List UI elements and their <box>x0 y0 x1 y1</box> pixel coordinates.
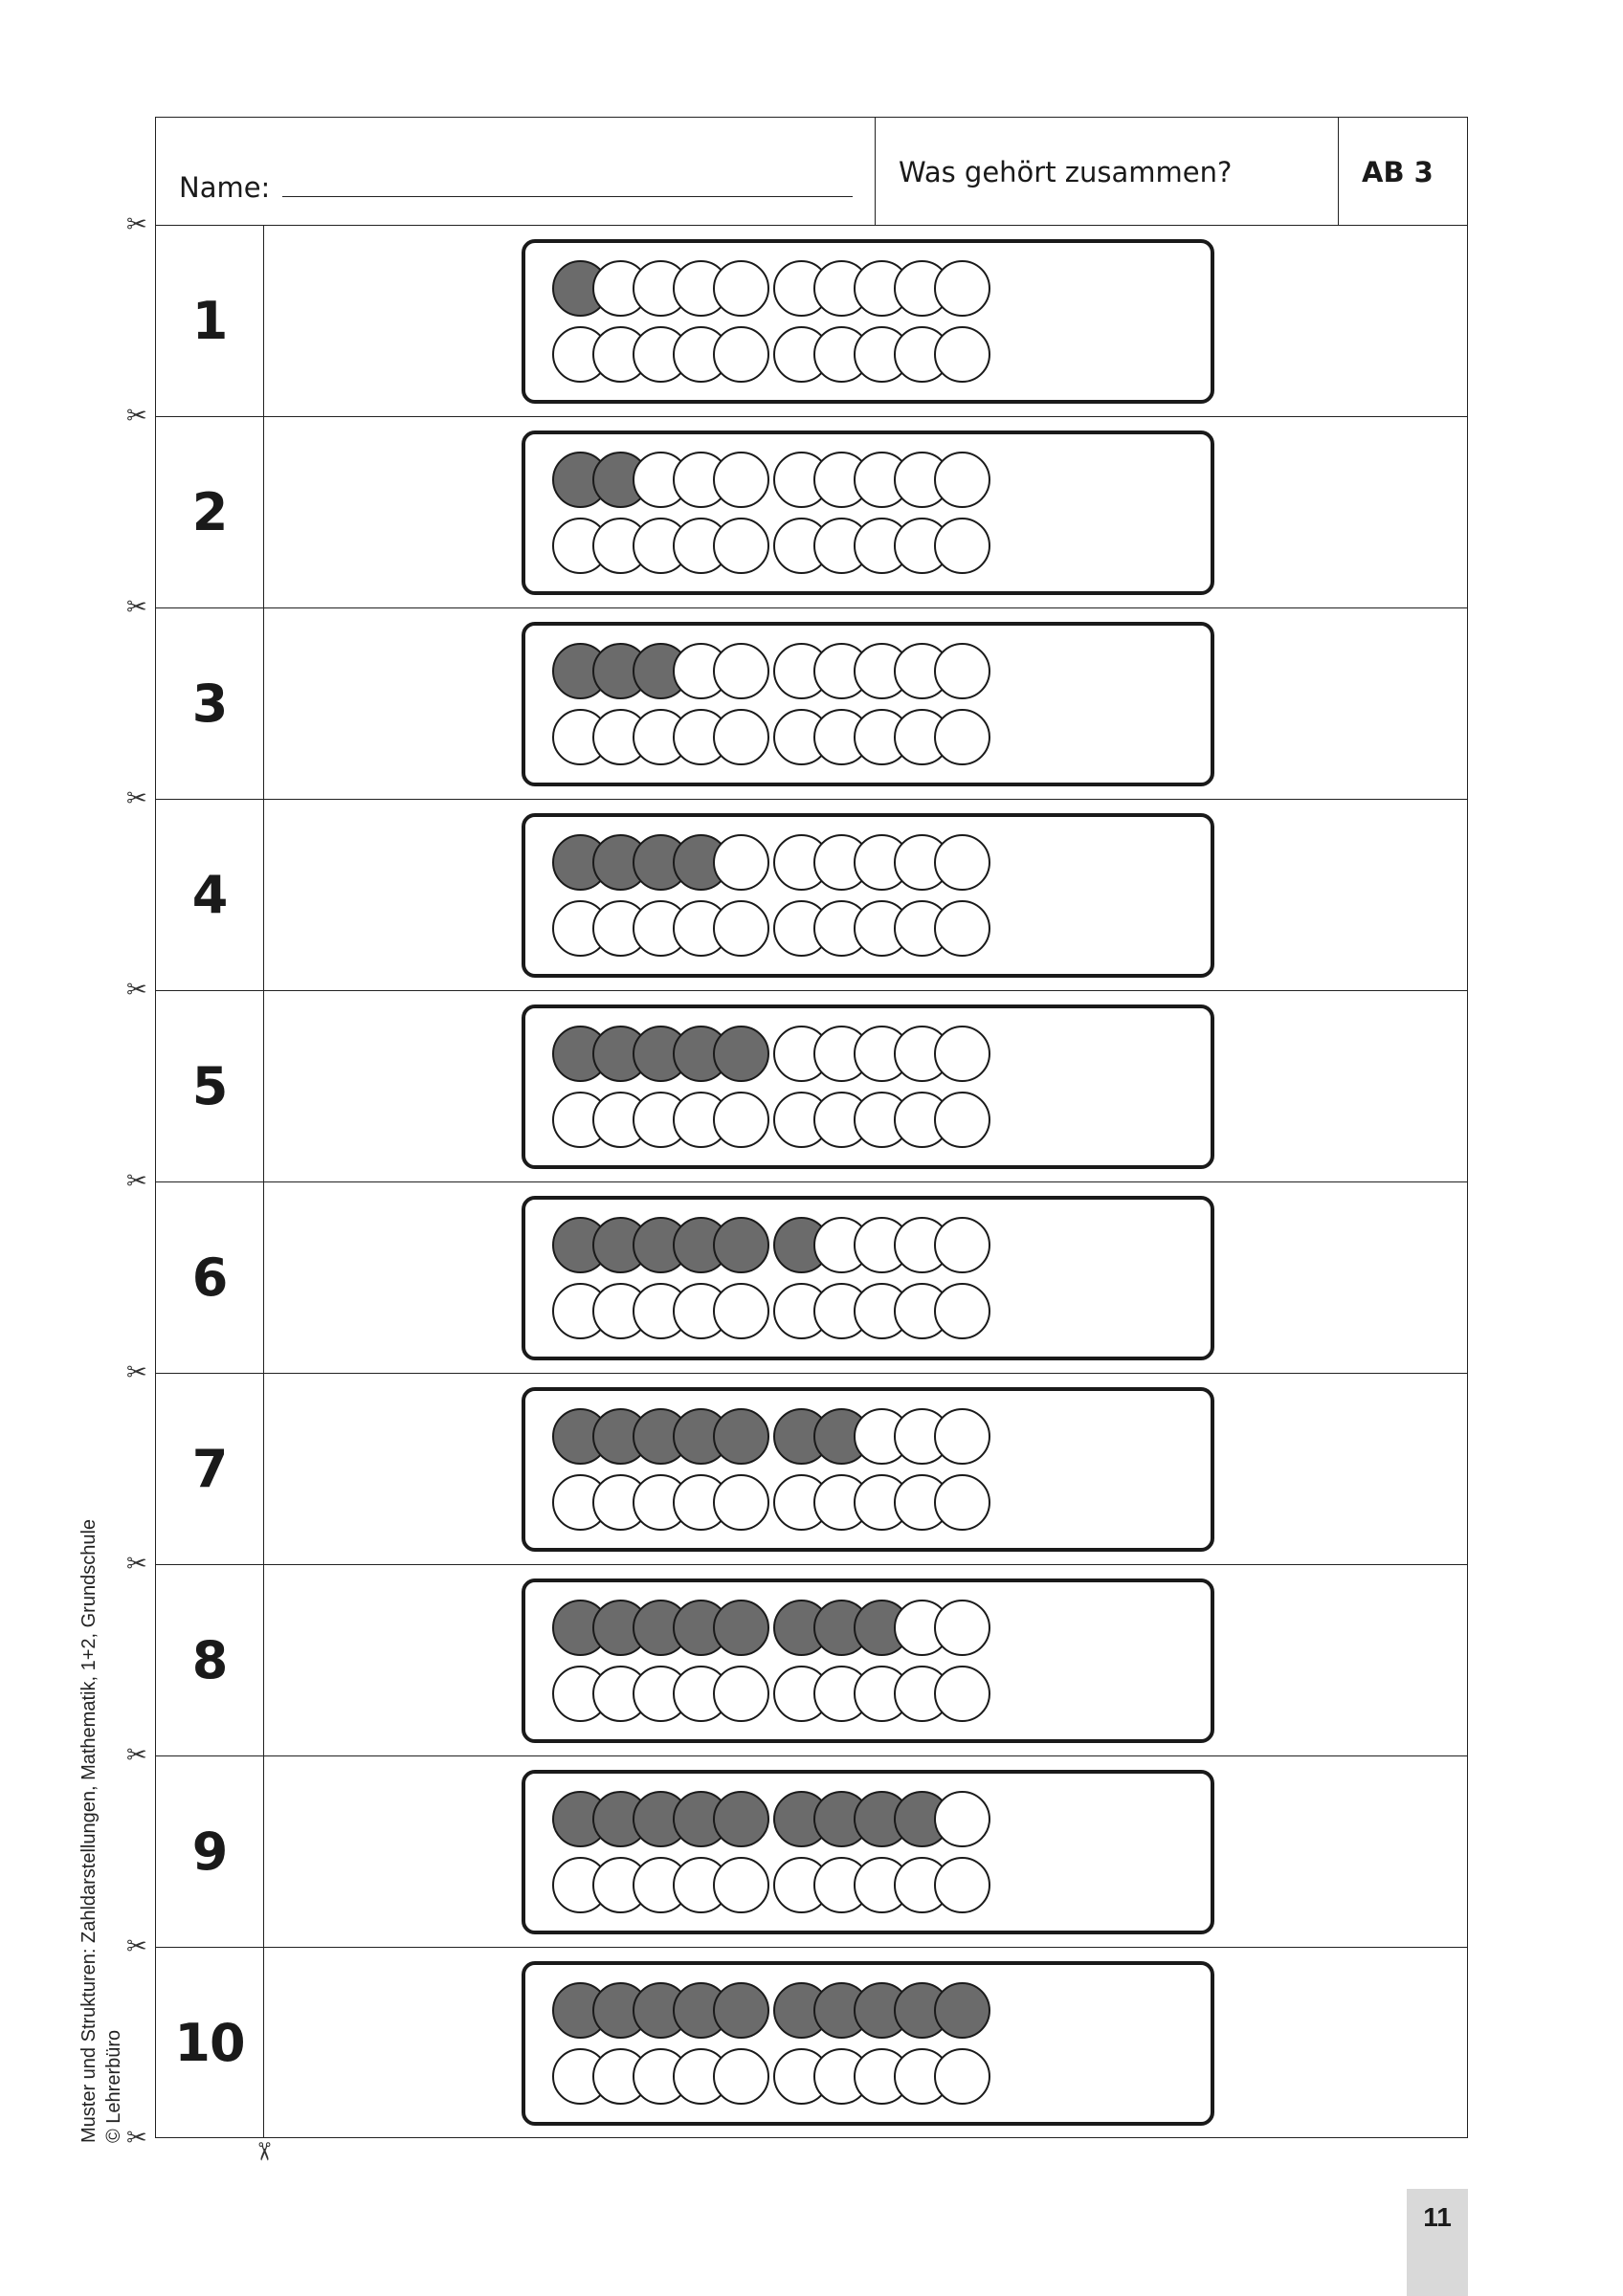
scissors-icon: ✂ <box>126 1741 147 1770</box>
row-number: 3 <box>191 673 228 734</box>
twenty-frame <box>522 813 1214 978</box>
scissors-icon: ✂ <box>126 210 147 239</box>
empty-dot <box>934 1092 990 1148</box>
card-row <box>155 1373 1468 1564</box>
empty-dot <box>713 709 769 765</box>
scissors-icon: ✂ <box>126 593 147 622</box>
number-cell <box>156 1948 264 2137</box>
title-cell <box>875 118 1339 226</box>
copyright-line-2: © Lehrerbüro <box>103 2029 124 2143</box>
card-row <box>155 1564 1468 1755</box>
twenty-frame <box>522 1770 1214 1934</box>
filled-dot <box>713 1408 769 1465</box>
row-number: 7 <box>191 1439 228 1499</box>
empty-dot <box>934 260 990 317</box>
row-number: 5 <box>191 1056 228 1116</box>
number-cell <box>156 991 264 1181</box>
twenty-frame <box>522 622 1214 786</box>
row-number: 2 <box>191 482 228 542</box>
empty-dot <box>713 834 769 891</box>
empty-dot <box>713 1474 769 1531</box>
twenty-frame <box>522 1004 1214 1169</box>
scissors-icon: ✂ <box>126 2124 147 2152</box>
card-row <box>155 607 1468 799</box>
empty-dot <box>934 709 990 765</box>
card-rows <box>155 225 1468 2138</box>
empty-dot <box>713 518 769 574</box>
scissors-icon: ✂ <box>126 1358 147 1387</box>
number-cell <box>156 1565 264 1755</box>
code-cell <box>1339 118 1469 226</box>
filled-dot <box>713 1600 769 1656</box>
worksheet-title: Was gehört zusammen? <box>899 156 1233 188</box>
empty-dot <box>713 1092 769 1148</box>
twenty-frame <box>522 1578 1214 1743</box>
filled-dot <box>934 1982 990 2039</box>
empty-dot <box>713 900 769 957</box>
empty-dot <box>934 643 990 699</box>
number-cell <box>156 1756 264 1947</box>
card-row <box>155 990 1468 1181</box>
empty-dot <box>934 900 990 957</box>
number-cell <box>156 417 264 607</box>
page-number-box <box>1407 2189 1468 2296</box>
row-number: 9 <box>191 1821 228 1882</box>
number-cell <box>156 1374 264 1564</box>
empty-dot <box>713 643 769 699</box>
twenty-frame <box>522 1196 1214 1360</box>
empty-dot <box>934 1791 990 1847</box>
empty-dot <box>934 1666 990 1722</box>
empty-dot <box>934 1026 990 1082</box>
scissors-icon: ✂ <box>126 784 147 813</box>
empty-dot <box>934 326 990 383</box>
row-number: 1 <box>191 291 228 351</box>
empty-dot <box>934 2048 990 2105</box>
scissors-icon: ✂ <box>126 1550 147 1578</box>
empty-dot <box>934 1600 990 1656</box>
name-label: Name: <box>179 171 271 204</box>
worksheet-code: AB 3 <box>1362 156 1434 188</box>
copyright-note <box>77 1519 126 2143</box>
name-cell <box>156 118 875 226</box>
empty-dot <box>713 260 769 317</box>
card-row <box>155 1181 1468 1373</box>
empty-dot <box>713 452 769 508</box>
card-row <box>155 416 1468 607</box>
filled-dot <box>713 1026 769 1082</box>
filled-dot <box>713 1791 769 1847</box>
name-write-line <box>282 196 853 197</box>
empty-dot <box>934 518 990 574</box>
empty-dot <box>713 326 769 383</box>
row-number: 8 <box>191 1630 228 1690</box>
card-row <box>155 225 1468 416</box>
card-row <box>155 1755 1468 1947</box>
worksheet-header <box>155 117 1468 225</box>
number-cell <box>156 800 264 990</box>
empty-dot <box>934 1217 990 1273</box>
number-cell <box>156 226 264 416</box>
filled-dot <box>713 1982 769 2039</box>
filled-dot <box>713 1217 769 1273</box>
scissors-icon: ✂ <box>126 1932 147 1961</box>
empty-dot <box>713 1857 769 1913</box>
row-number: 4 <box>191 865 228 925</box>
row-number: 6 <box>191 1247 228 1308</box>
empty-dot <box>934 1474 990 1531</box>
row-number: 10 <box>174 2012 245 2073</box>
twenty-frame <box>522 430 1214 595</box>
twenty-frame <box>522 239 1214 404</box>
number-cell <box>156 608 264 799</box>
empty-dot <box>934 1857 990 1913</box>
twenty-frame <box>522 1961 1214 2126</box>
card-row <box>155 799 1468 990</box>
empty-dot <box>934 1283 990 1339</box>
number-cell <box>156 1182 264 1373</box>
card-row <box>155 1947 1468 2138</box>
empty-dot <box>934 452 990 508</box>
page-number: 11 <box>1423 2202 1452 2232</box>
scissors-icon: ✂ <box>126 976 147 1004</box>
copyright-line-1: Muster und Strukturen: Zahldarstellungen, Mathematik, 1+2, Grundschule <box>78 1518 100 2143</box>
empty-dot <box>934 1408 990 1465</box>
empty-dot <box>713 2048 769 2105</box>
scissors-icon: ✂ <box>126 402 147 430</box>
scissors-icon: ✂ <box>248 2141 278 2162</box>
empty-dot <box>934 834 990 891</box>
twenty-frame <box>522 1387 1214 1552</box>
scissors-icon: ✂ <box>126 1167 147 1196</box>
empty-dot <box>713 1283 769 1339</box>
empty-dot <box>713 1666 769 1722</box>
